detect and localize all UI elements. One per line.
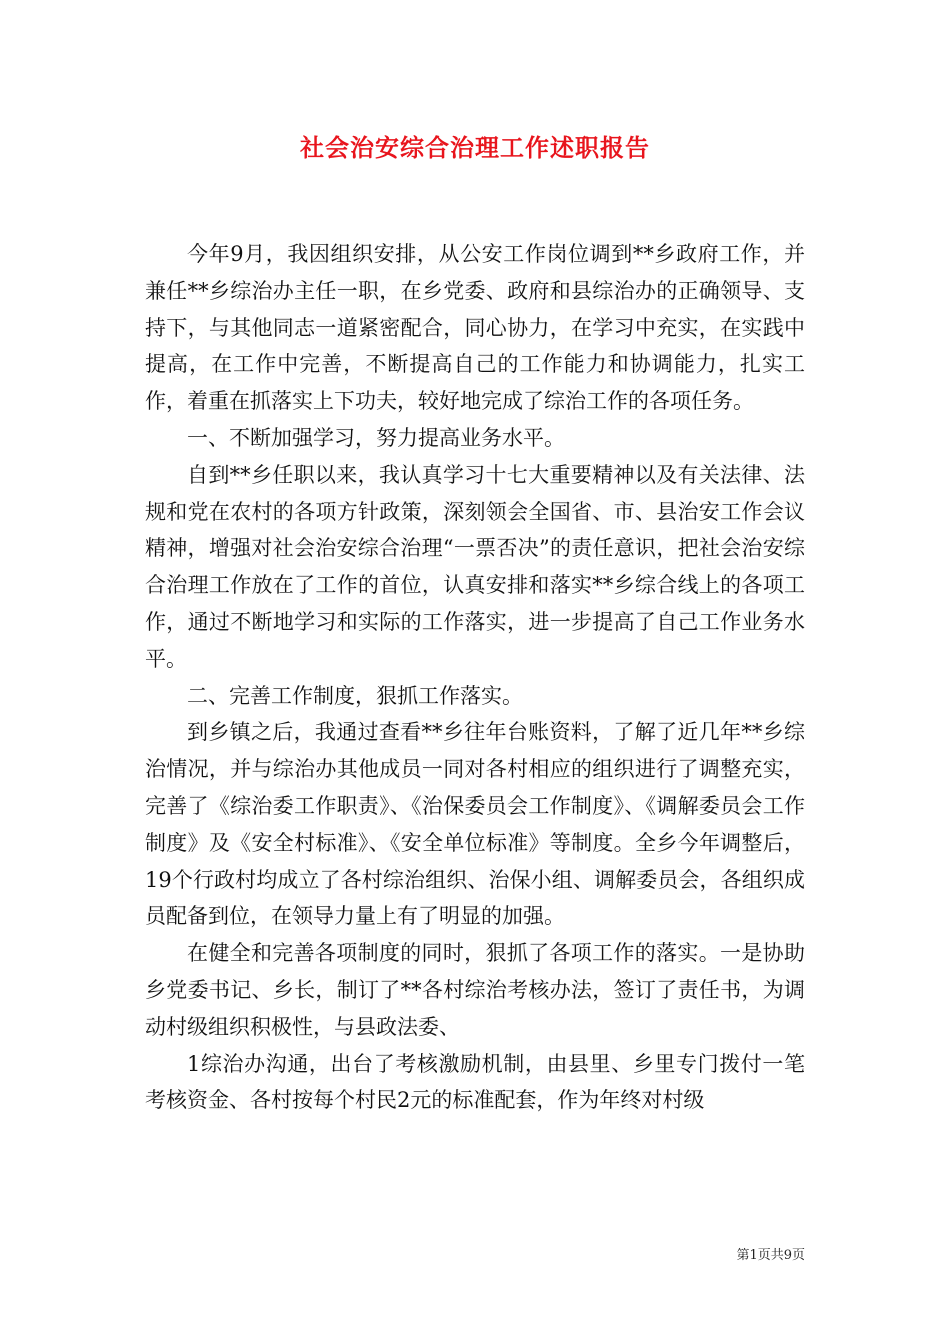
paragraph-section-2a: 到乡镇之后，我通过查看**乡往年台账资料，了解了近几年**乡综治情况，并与综治办其他成员一同对各村相应的组织进行了调整充实，完善了《综治委工作职责》、《治保委员会工作制度》、《调解委员会工作制度》及《安全村标准》、《安全单位标准》等制度。全乡今年调整后，19个行政村均成立了各村综治组织、治保小组、调解委员会，各组织成员配备到位，在领导力量上有了明显的加强。 [145, 720, 805, 929]
paragraph-intro: 今年9月，我因组织安排，从公安工作岗位调到**乡政府工作，并兼任**乡综治办主任一职，在乡党委、政府和县综治办的正确领导、支持下，与其他同志一道紧密配合，同心协力，在学习中充实，在实践中提高，在工作中完善，不断提高自己的工作能力和协调能力，扎实工作，着重在抓落实上下功夫，较好地完成了综治工作的各项任务。 [145, 242, 805, 414]
section-heading-1: 一、不断加强学习，努力提高业务水平。 [187, 425, 565, 450]
page-number: 第1页共9页 [736, 1248, 805, 1263]
paragraph-section-2c: 1综治办沟通，出台了考核激励机制，由县里、乡里专门拨付一笔考核资金、各村按每个村民2元的标准配套，作为年终对村级 [145, 1051, 805, 1113]
paragraph-section-2b: 在健全和完善各项制度的同时，狠抓了各项工作的落实。一是协助乡党委书记、乡长，制订了**各村综治考核办法，签订了责任书，为调动村级组织积极性，与县政法委、 [145, 941, 805, 1039]
paragraph-section-1: 自到**乡任职以来，我认真学习十七大重要精神以及有关法律、法规和党在农村的各项方针政策，深刻领会全国省、市、县治安工作会议精神，增强对社会治安综合治理“一票否决”的责任意识，把社会治安综合治理工作放在了工作的首位，认真安排和落实**乡综合线上的各项工作，通过不断地学习和实际的工作落实，进一步提高了自己工作业务水平。 [145, 462, 805, 671]
document-body [145, 236, 805, 1119]
document-title: 社会治安综合治理工作述职报告 [300, 133, 650, 162]
section-heading-2: 二、完善工作制度，狠抓工作落实。 [187, 683, 523, 708]
